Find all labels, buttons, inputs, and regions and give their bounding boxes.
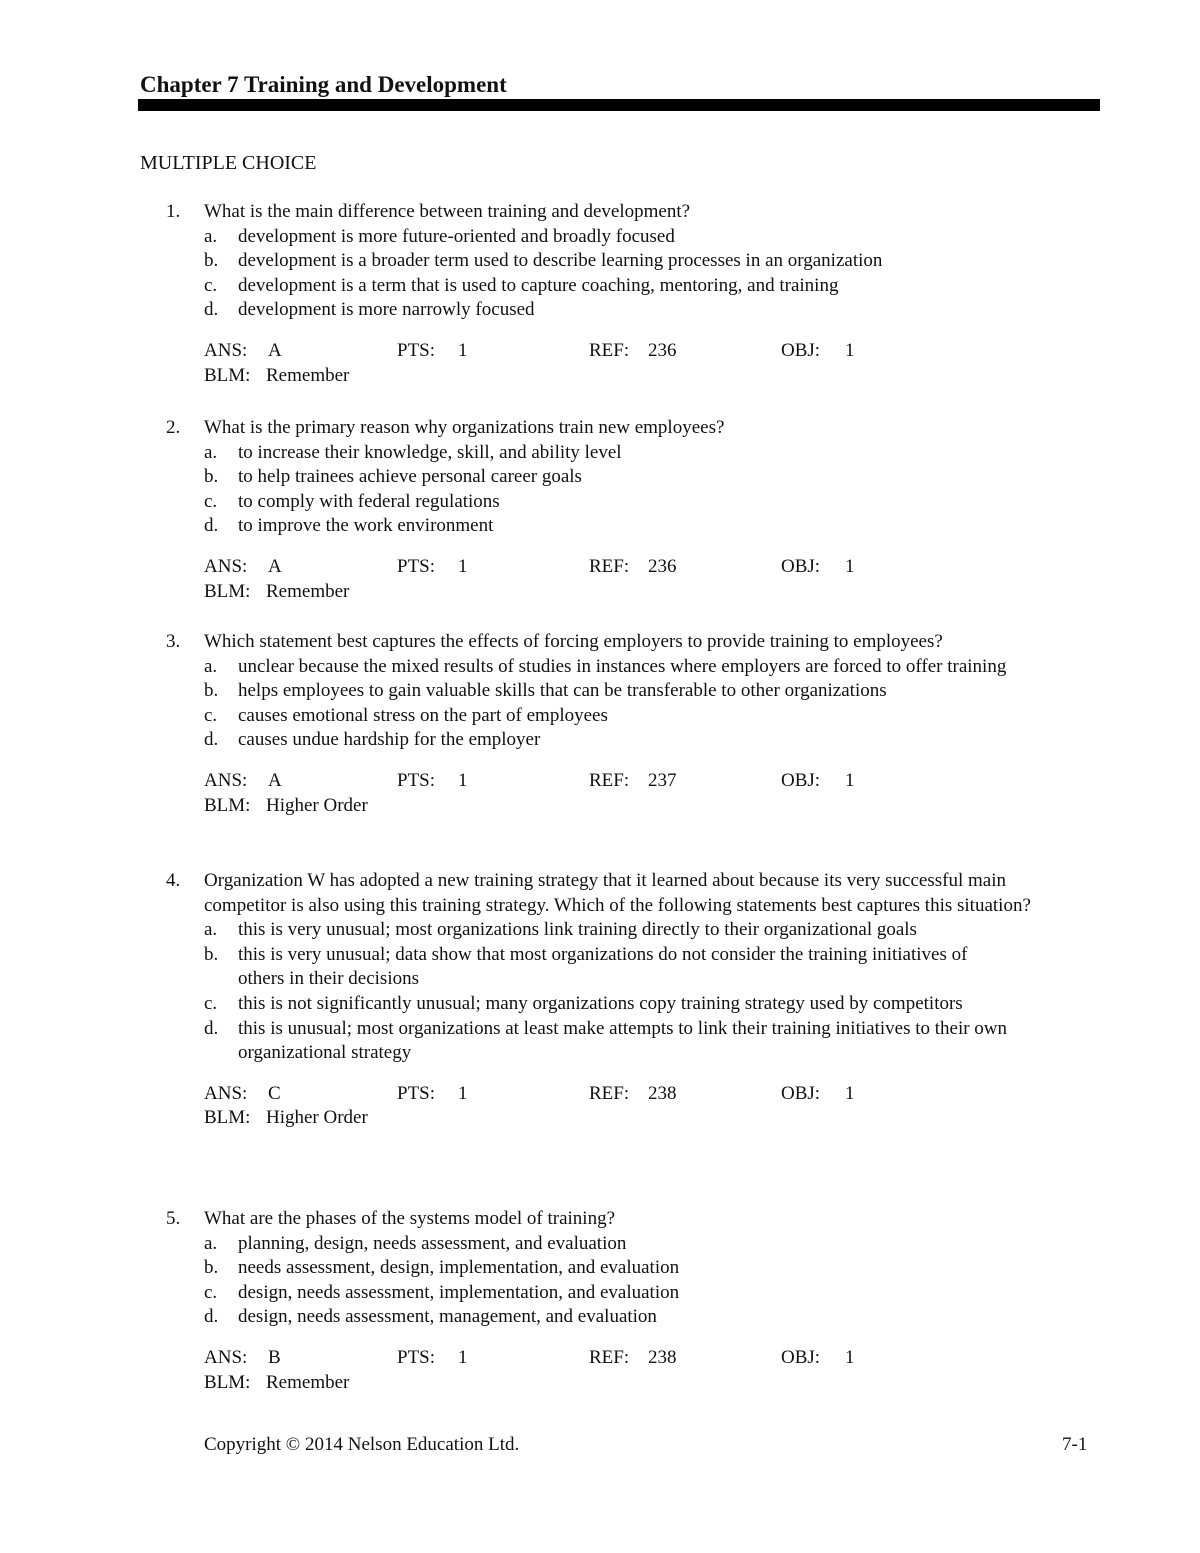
obj-value: 1 bbox=[845, 339, 855, 361]
choice-text: development is a broader term used to describe learning processes in an organization bbox=[238, 250, 883, 272]
pts-label: PTS: bbox=[397, 1082, 436, 1104]
choice-letter: a. bbox=[204, 441, 218, 463]
obj-label: OBJ: bbox=[781, 555, 821, 577]
chapter-title: Chapter 7 Training and Development bbox=[140, 72, 507, 97]
blm-label: BLM: bbox=[204, 580, 251, 602]
ref-label: REF: bbox=[589, 339, 630, 361]
question-stem bbox=[0, 1207, 1074, 1232]
question-text: What is the primary reason why organizations train new employees? bbox=[204, 417, 725, 438]
ref-value: 236 bbox=[648, 339, 677, 361]
ans-value: A bbox=[268, 339, 282, 361]
choice-d bbox=[0, 1305, 1038, 1330]
choice-letter: c. bbox=[204, 274, 218, 296]
choice-letter: c. bbox=[204, 490, 218, 512]
choice-text: helps employees to gain valuable skills that can be transferable to other organizations bbox=[238, 680, 887, 702]
obj-label: OBJ: bbox=[781, 1346, 821, 1368]
choice-text: design, needs assessment, management, and evaluation bbox=[238, 1306, 657, 1328]
choice-b bbox=[0, 1256, 1038, 1281]
footer-page-number: 7-1 bbox=[1062, 1434, 1088, 1455]
answer-meta bbox=[0, 1082, 1200, 1107]
pts-label: PTS: bbox=[397, 769, 436, 791]
question-4 bbox=[0, 869, 1200, 1131]
ans-value: B bbox=[268, 1346, 281, 1368]
ans-value: C bbox=[268, 1082, 281, 1104]
choice-d bbox=[0, 1017, 1018, 1066]
pts-label: PTS: bbox=[397, 555, 436, 577]
question-text: Which statement best captures the effects of forcing employers to provide training to employees? bbox=[204, 631, 943, 652]
ref-label: REF: bbox=[589, 1346, 630, 1368]
blm-meta bbox=[0, 364, 1200, 389]
obj-value: 1 bbox=[845, 769, 855, 791]
answer-meta bbox=[0, 555, 1200, 580]
section-heading: MULTIPLE CHOICE bbox=[140, 152, 317, 174]
blm-label: BLM: bbox=[204, 1107, 251, 1129]
blm-label: BLM: bbox=[204, 794, 251, 816]
choice-b bbox=[0, 679, 1038, 704]
question-stem bbox=[0, 200, 1074, 225]
question-number: 5. bbox=[166, 1208, 181, 1229]
ans-value: A bbox=[268, 769, 282, 791]
question-1 bbox=[0, 200, 1200, 388]
choice-text: this is very unusual; most organizations link training directly to their organizational goals bbox=[238, 919, 917, 941]
choice-letter: c. bbox=[204, 704, 218, 726]
obj-label: OBJ: bbox=[781, 339, 821, 361]
choice-a bbox=[0, 655, 1008, 680]
pts-value: 1 bbox=[458, 339, 468, 361]
pts-value: 1 bbox=[458, 1346, 468, 1368]
blm-meta bbox=[0, 794, 1200, 819]
choice-c bbox=[0, 490, 1038, 515]
choice-d bbox=[0, 514, 1038, 539]
ans-label: ANS: bbox=[204, 1346, 248, 1368]
choice-letter: d. bbox=[204, 515, 219, 537]
blm-meta bbox=[0, 1371, 1200, 1396]
ref-value: 237 bbox=[648, 769, 677, 791]
choice-text: to comply with federal regulations bbox=[238, 490, 500, 512]
pts-label: PTS: bbox=[397, 339, 436, 361]
choice-text: to increase their knowledge, skill, and ability level bbox=[238, 441, 622, 463]
choice-b bbox=[0, 943, 978, 992]
choice-letter: a. bbox=[204, 225, 218, 247]
choice-text: causes emotional stress on the part of employees bbox=[238, 704, 608, 726]
choice-b bbox=[0, 465, 1038, 490]
choice-letter: c. bbox=[204, 1281, 218, 1303]
obj-label: OBJ: bbox=[781, 1082, 821, 1104]
question-stem bbox=[0, 630, 1084, 655]
question-text: What is the main difference between training and development? bbox=[204, 201, 691, 222]
choice-letter: d. bbox=[204, 729, 219, 751]
choice-text: development is more future-oriented and broadly focused bbox=[238, 225, 675, 247]
question-number: 2. bbox=[166, 417, 181, 438]
pts-value: 1 bbox=[458, 555, 468, 577]
choice-b bbox=[0, 249, 1038, 274]
choice-letter: b. bbox=[204, 680, 219, 702]
blm-value: Higher Order bbox=[266, 1107, 368, 1129]
choice-letter: b. bbox=[204, 250, 219, 272]
question-text: What are the phases of the systems model of training? bbox=[204, 1208, 616, 1229]
choice-text: needs assessment, design, implementation, and evaluation bbox=[238, 1257, 680, 1279]
question-number: 4. bbox=[166, 870, 181, 891]
ans-value: A bbox=[268, 555, 282, 577]
choice-letter: d. bbox=[204, 299, 219, 321]
ans-label: ANS: bbox=[204, 555, 248, 577]
blm-meta bbox=[0, 580, 1200, 605]
choice-letter: b. bbox=[204, 466, 219, 488]
ans-label: ANS: bbox=[204, 1082, 248, 1104]
question-5 bbox=[0, 1207, 1200, 1395]
blm-label: BLM: bbox=[204, 1371, 251, 1393]
choice-text: causes undue hardship for the employer bbox=[238, 729, 541, 751]
choice-d bbox=[0, 728, 1038, 753]
blm-value: Remember bbox=[266, 580, 350, 602]
choice-letter: d. bbox=[204, 1017, 219, 1039]
choice-letter: a. bbox=[204, 1232, 218, 1254]
choice-text: this is unusual; most organizations at least make attempts to link their training initiatives to their own organizational strategy bbox=[238, 1017, 1008, 1064]
choice-text: development is a term that is used to capture coaching, mentoring, and training bbox=[238, 274, 839, 296]
ans-label: ANS: bbox=[204, 339, 248, 361]
answer-meta bbox=[0, 1346, 1200, 1371]
ref-value: 236 bbox=[648, 555, 677, 577]
ref-label: REF: bbox=[589, 1082, 630, 1104]
choice-c bbox=[0, 274, 1038, 299]
choice-text: this is very unusual; data show that most organizations do not consider the training initiatives of others in their decisions bbox=[238, 943, 968, 990]
blm-value: Remember bbox=[266, 1371, 350, 1393]
blm-value: Remember bbox=[266, 364, 350, 386]
choice-text: planning, design, needs assessment, and evaluation bbox=[238, 1232, 627, 1254]
choice-letter: d. bbox=[204, 1306, 219, 1328]
ref-value: 238 bbox=[648, 1082, 677, 1104]
obj-value: 1 bbox=[845, 1346, 855, 1368]
obj-label: OBJ: bbox=[781, 769, 821, 791]
choice-letter: b. bbox=[204, 1257, 219, 1279]
choice-text: to improve the work environment bbox=[238, 515, 494, 537]
answer-meta bbox=[0, 339, 1200, 364]
question-2 bbox=[0, 416, 1200, 604]
answer-meta bbox=[0, 769, 1200, 794]
choice-letter: c. bbox=[204, 992, 218, 1014]
choice-text: this is not significantly unusual; many organizations copy training strategy used by competitors bbox=[238, 992, 963, 1014]
question-stem bbox=[0, 869, 1070, 918]
ref-label: REF: bbox=[589, 769, 630, 791]
choice-a bbox=[0, 918, 1038, 943]
footer-copyright: Copyright © 2014 Nelson Education Ltd. bbox=[204, 1434, 520, 1455]
choice-d bbox=[0, 298, 1038, 323]
pts-value: 1 bbox=[458, 1082, 468, 1104]
question-3 bbox=[0, 630, 1200, 818]
choice-c bbox=[0, 1281, 1038, 1306]
pts-label: PTS: bbox=[397, 1346, 436, 1368]
ref-label: REF: bbox=[589, 555, 630, 577]
choice-a bbox=[0, 1232, 1038, 1257]
pts-value: 1 bbox=[458, 769, 468, 791]
choice-letter: a. bbox=[204, 919, 218, 941]
question-text: Organization W has adopted a new training strategy that it learned about because its very successful main competitor is also using this training strategy. Which of the following statements best captures this situation? bbox=[204, 870, 1031, 916]
ref-value: 238 bbox=[648, 1346, 677, 1368]
choice-letter: a. bbox=[204, 655, 218, 677]
question-stem bbox=[0, 416, 1074, 441]
blm-value: Higher Order bbox=[266, 794, 368, 816]
choice-text: to help trainees achieve personal career goals bbox=[238, 466, 582, 488]
choice-a bbox=[0, 441, 1038, 466]
choice-letter: b. bbox=[204, 943, 219, 965]
question-number: 1. bbox=[166, 201, 181, 222]
title-rule bbox=[138, 99, 1100, 111]
obj-value: 1 bbox=[845, 555, 855, 577]
choice-text: development is more narrowly focused bbox=[238, 299, 535, 321]
choice-text: design, needs assessment, implementation, and evaluation bbox=[238, 1281, 680, 1303]
obj-value: 1 bbox=[845, 1082, 855, 1104]
choice-text: unclear because the mixed results of studies in instances where employers are forced to offer training bbox=[238, 655, 1007, 677]
blm-label: BLM: bbox=[204, 364, 251, 386]
ans-label: ANS: bbox=[204, 769, 248, 791]
question-number: 3. bbox=[166, 631, 181, 652]
choice-a bbox=[0, 225, 1038, 250]
choice-c bbox=[0, 704, 1038, 729]
blm-meta bbox=[0, 1106, 1200, 1131]
choice-c bbox=[0, 992, 978, 1017]
